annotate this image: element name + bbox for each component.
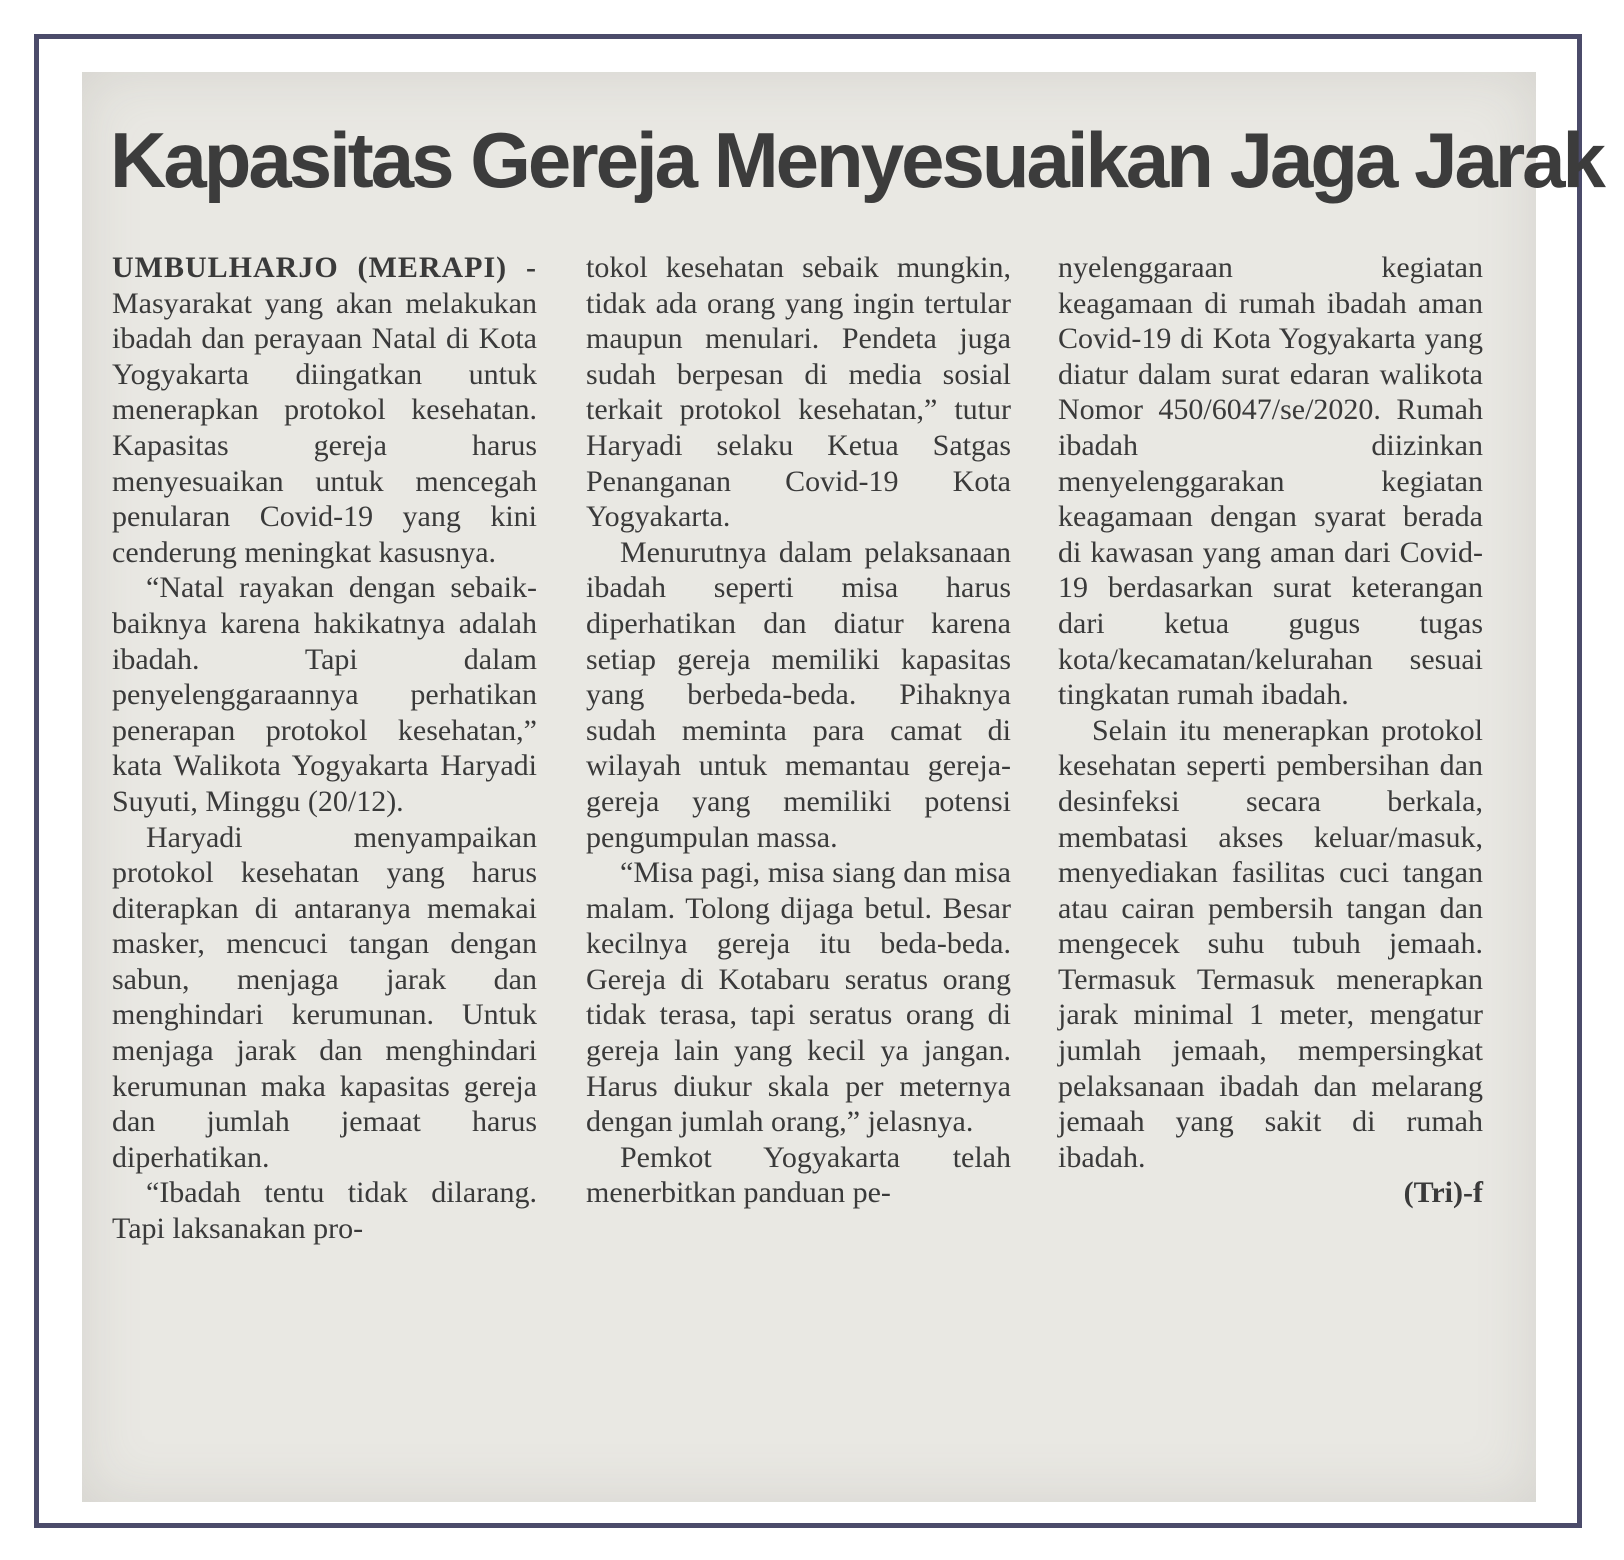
article-column-1 (112, 250, 537, 1247)
article-column-2 (586, 250, 1011, 1211)
article-paragraph: nyelenggaraan kegiatan keagamaan di rumah ibadah aman Covid-19 di Kota Yogyakarta yang diatur dalam surat edaran walikota Nomor 450/6047/se/2020. Rumah ibadah diizinkan menyelenggarakan kegiatan keagamaan dengan syarat berada di kawasan yang aman dari Covid-19 berdasarkan surat keterangan dari ketua gugus tugas kota/kecamatan/kelurahan sesuai tingkatan rumah ibadah. (1058, 251, 1483, 712)
article-paragraph: “Misa pagi, misa siang dan misa malam. Tolong dijaga betul. Besar kecilnya gereja itu beda-beda. Gereja di Kotabaru seratus orang tidak terasa, tapi seratus orang di gereja lain yang kecil ya jangan. Harus diukur skala per meternya dengan jumlah orang,” jelasnya. (586, 856, 1011, 1139)
article-paragraph: Menurutnya dalam pelaksanaan ibadah seperti misa harus diperhatikan dan diatur karena setiap gereja memiliki kapasitas yang berbeda-beda. Pihaknya sudah meminta para camat di wilayah untuk memantau gereja-gereja yang memiliki potensi pengumpulan massa. (586, 535, 1011, 854)
article-paragraph: Haryadi menyampaikan protokol kesehatan yang harus diterapkan di antaranya memakai masker, mencuci tangan dengan sabun, menjaga jarak dan menghindari kerumunan. Untuk menjaga jarak dan menghindari kerumunan maka kapasitas gereja dan jumlah jemaat harus diperhatikan. (112, 820, 537, 1174)
article-paragraph: Pemkot Yogyakarta telah menerbitkan panduan pe- (586, 1140, 1011, 1210)
article-paragraph (1058, 713, 1483, 1176)
article-paragraph: tokol kesehatan sebaik mungkin, tidak ada orang yang ingin tertular maupun menulari. Pendeta juga sudah berpesan di media sosial terkait protokol kesehatan,” tutur Haryadi selaku Ketua Satgas Penanganan Covid-19 Kota Yogyakarta. (586, 251, 1011, 534)
article-paragraph: “Natal rayakan dengan sebaik-baiknya karena hakikatnya adalah ibadah. Tapi dalam penyelenggaraannya perhatikan penerapan protokol kesehatan,” kata Walikota Yogyakarta Haryadi Suyuti, Minggu (20/12). (112, 571, 537, 818)
paragraph-text: Masyarakat yang akan melakukan ibadah dan perayaan Natal di Kota Yogyakarta diingatkan untuk menerapkan protokol kesehatan. Kapasitas gereja harus menyesuaikan untuk mencegah penularan Covid-19 yang kini cenderung meningkat kasusnya. (112, 286, 537, 569)
article-headline: Kapasitas Gereja Menyesuaikan Jaga Jarak (110, 116, 1603, 204)
dateline: UMBULHARJO (MERAPI) - (112, 251, 537, 284)
article-paragraph (112, 250, 537, 570)
byline: (Tri)-f (1403, 1176, 1483, 1210)
article-paragraph: “Ibadah tentu tidak dilarang. Tapi laksanakan pro- (112, 1176, 537, 1246)
article-column-3 (1058, 250, 1483, 1211)
paragraph-text: Selain itu menerapkan protokol kesehatan seperti pembersihan dan desinfeksi secara berkala, membatasi akses keluar/masuk, menyediakan fasilitas cuci tangan atau cairan pembersih tangan dan mengecek suhu tubuh jemaah. Termasuk Termasuk menerapkan jarak minimal 1 meter, mengatur jumlah jemaah, mempersingkat pelaksanaan ibadah dan melarang jemaah yang sakit di rumah ibadah. (1058, 713, 1483, 1174)
